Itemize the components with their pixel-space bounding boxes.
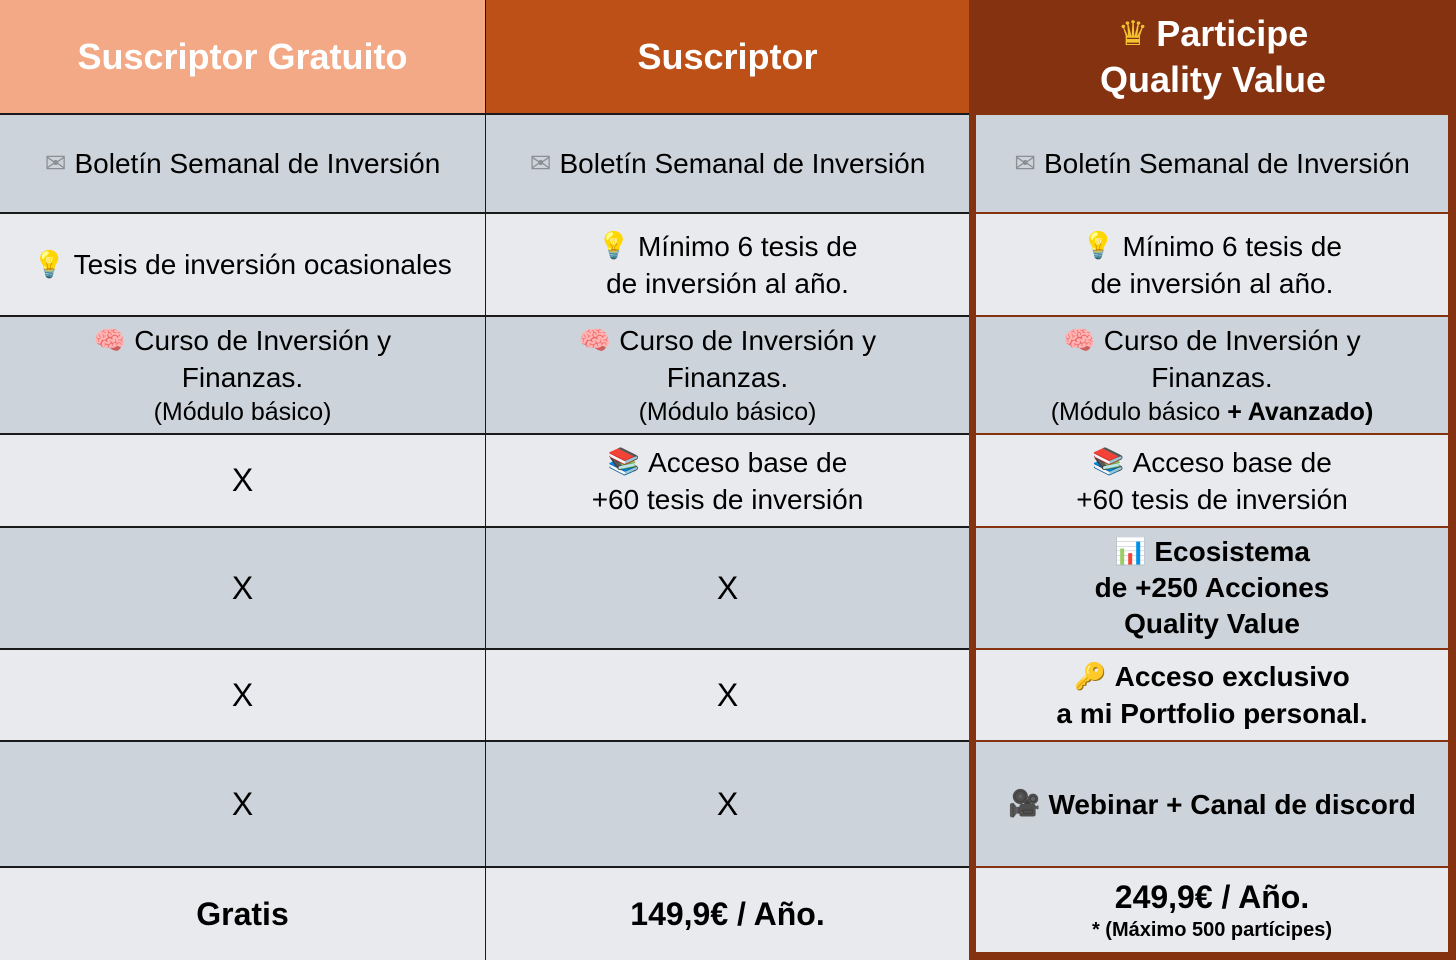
course-line2: Finanzas. [666,362,789,393]
row-course-standard [486,317,969,433]
envelope-icon: ✉ [1014,148,1036,179]
header-premium [970,0,1456,113]
brain-icon: 🧠 [1063,325,1096,356]
row-thesis-standard [486,214,969,315]
course-line1: Curso de Inversión y [1103,325,1361,356]
row-portfolio-free [0,650,485,740]
row-newsletter-standard [486,115,969,212]
row-thesis-free [0,214,485,315]
course-module-basic: (Módulo básico [1050,398,1221,426]
key-icon: 🔑 [1074,661,1107,692]
course-module: (Módulo básico) [638,398,817,426]
header-standard-title: Suscriptor [637,35,818,77]
unavailable-mark: X [231,676,254,713]
row-ecosystem-free [0,528,485,648]
course-line2: Finanzas. [1151,362,1273,393]
webinar-text: Webinar + Canal de discord [1048,788,1416,820]
row-newsletter-premium [976,115,1448,212]
crown-icon: ♛ [1117,13,1149,54]
lightbulb-icon: 💡 [33,249,66,280]
row-price-free [0,868,485,960]
envelope-icon: ✉ [44,148,67,179]
row-webinar-free [0,742,485,866]
row-webinar-standard [486,742,969,866]
header-free-title: Suscriptor Gratuito [77,35,408,77]
books-icon: 📚 [1092,447,1125,477]
thesis-line1: Mínimo 6 tesis de [637,230,858,262]
course-line2: Finanzas. [181,362,304,393]
header-premium-title-line2: Quality Value [1099,58,1327,100]
row-access-standard [486,435,969,526]
unavailable-mark: X [716,569,739,606]
newsletter-text: Boletín Semanal de Inversión [1044,148,1410,179]
newsletter-text: Boletín Semanal de Inversión [74,148,441,179]
row-course-free [0,317,485,433]
row-thesis-premium [976,214,1448,315]
portfolio-line2: a mi Portfolio personal. [1056,698,1368,729]
unavailable-mark: X [716,785,739,822]
header-premium-title-line1: Participe [1156,12,1309,54]
unavailable-mark: X [716,676,739,713]
row-webinar-premium [976,742,1448,866]
row-portfolio-standard [486,650,969,740]
header-standard [486,0,969,113]
row-access-premium [976,435,1448,526]
row-newsletter-free [0,115,485,212]
row-course-premium [976,317,1448,433]
unavailable-mark: X [231,462,254,498]
access-line1: Acceso base de [648,446,848,478]
ecosystem-line3: Quality Value [1124,608,1300,639]
lightbulb-icon: 💡 [597,231,630,261]
course-module-advanced: + Avanzado) [1227,398,1374,426]
access-line2: +60 tesis de inversión [1076,483,1348,515]
row-ecosystem-standard [486,528,969,648]
thesis-line2: de inversión al año. [1090,267,1334,299]
course-line1: Curso de Inversión y [619,325,877,356]
ecosystem-line2: de +250 Acciones [1094,572,1330,603]
brain-icon: 🧠 [93,325,127,356]
thesis-line2: de inversión al año. [606,267,849,299]
unavailable-mark: X [231,785,254,822]
unavailable-mark: X [231,569,254,606]
bar-chart-icon: 📊 [1113,537,1147,567]
lightbulb-icon: 💡 [1082,231,1115,261]
price-standard: 149,9€ / Año. [630,896,825,932]
course-module: (Módulo básico) [153,398,332,426]
access-line1: Acceso base de [1132,446,1332,478]
row-portfolio-premium [976,650,1448,740]
ecosystem-line1: Ecosistema [1154,536,1310,567]
price-free: Gratis [196,896,289,932]
thesis-free-text: Tesis de inversión ocasionales [73,249,452,280]
header-free [0,0,485,113]
access-line2: +60 tesis de inversión [591,483,864,515]
row-access-free [0,435,485,526]
price-premium-note: * (Máximo 500 partícipes) [1091,919,1333,941]
price-premium: 249,9€ / Año. [1114,879,1310,915]
thesis-line1: Mínimo 6 tesis de [1122,230,1342,262]
row-ecosystem-premium [976,528,1448,648]
row-price-premium [976,868,1448,952]
envelope-icon: ✉ [529,148,552,179]
newsletter-text: Boletín Semanal de Inversión [559,148,926,179]
video-camera-icon: 🎥 [1008,789,1041,819]
row-price-standard [486,868,969,960]
course-line1: Curso de Inversión y [134,325,392,356]
books-icon: 📚 [607,447,641,477]
brain-icon: 🧠 [578,325,612,356]
portfolio-line1: Acceso exclusivo [1114,661,1350,692]
